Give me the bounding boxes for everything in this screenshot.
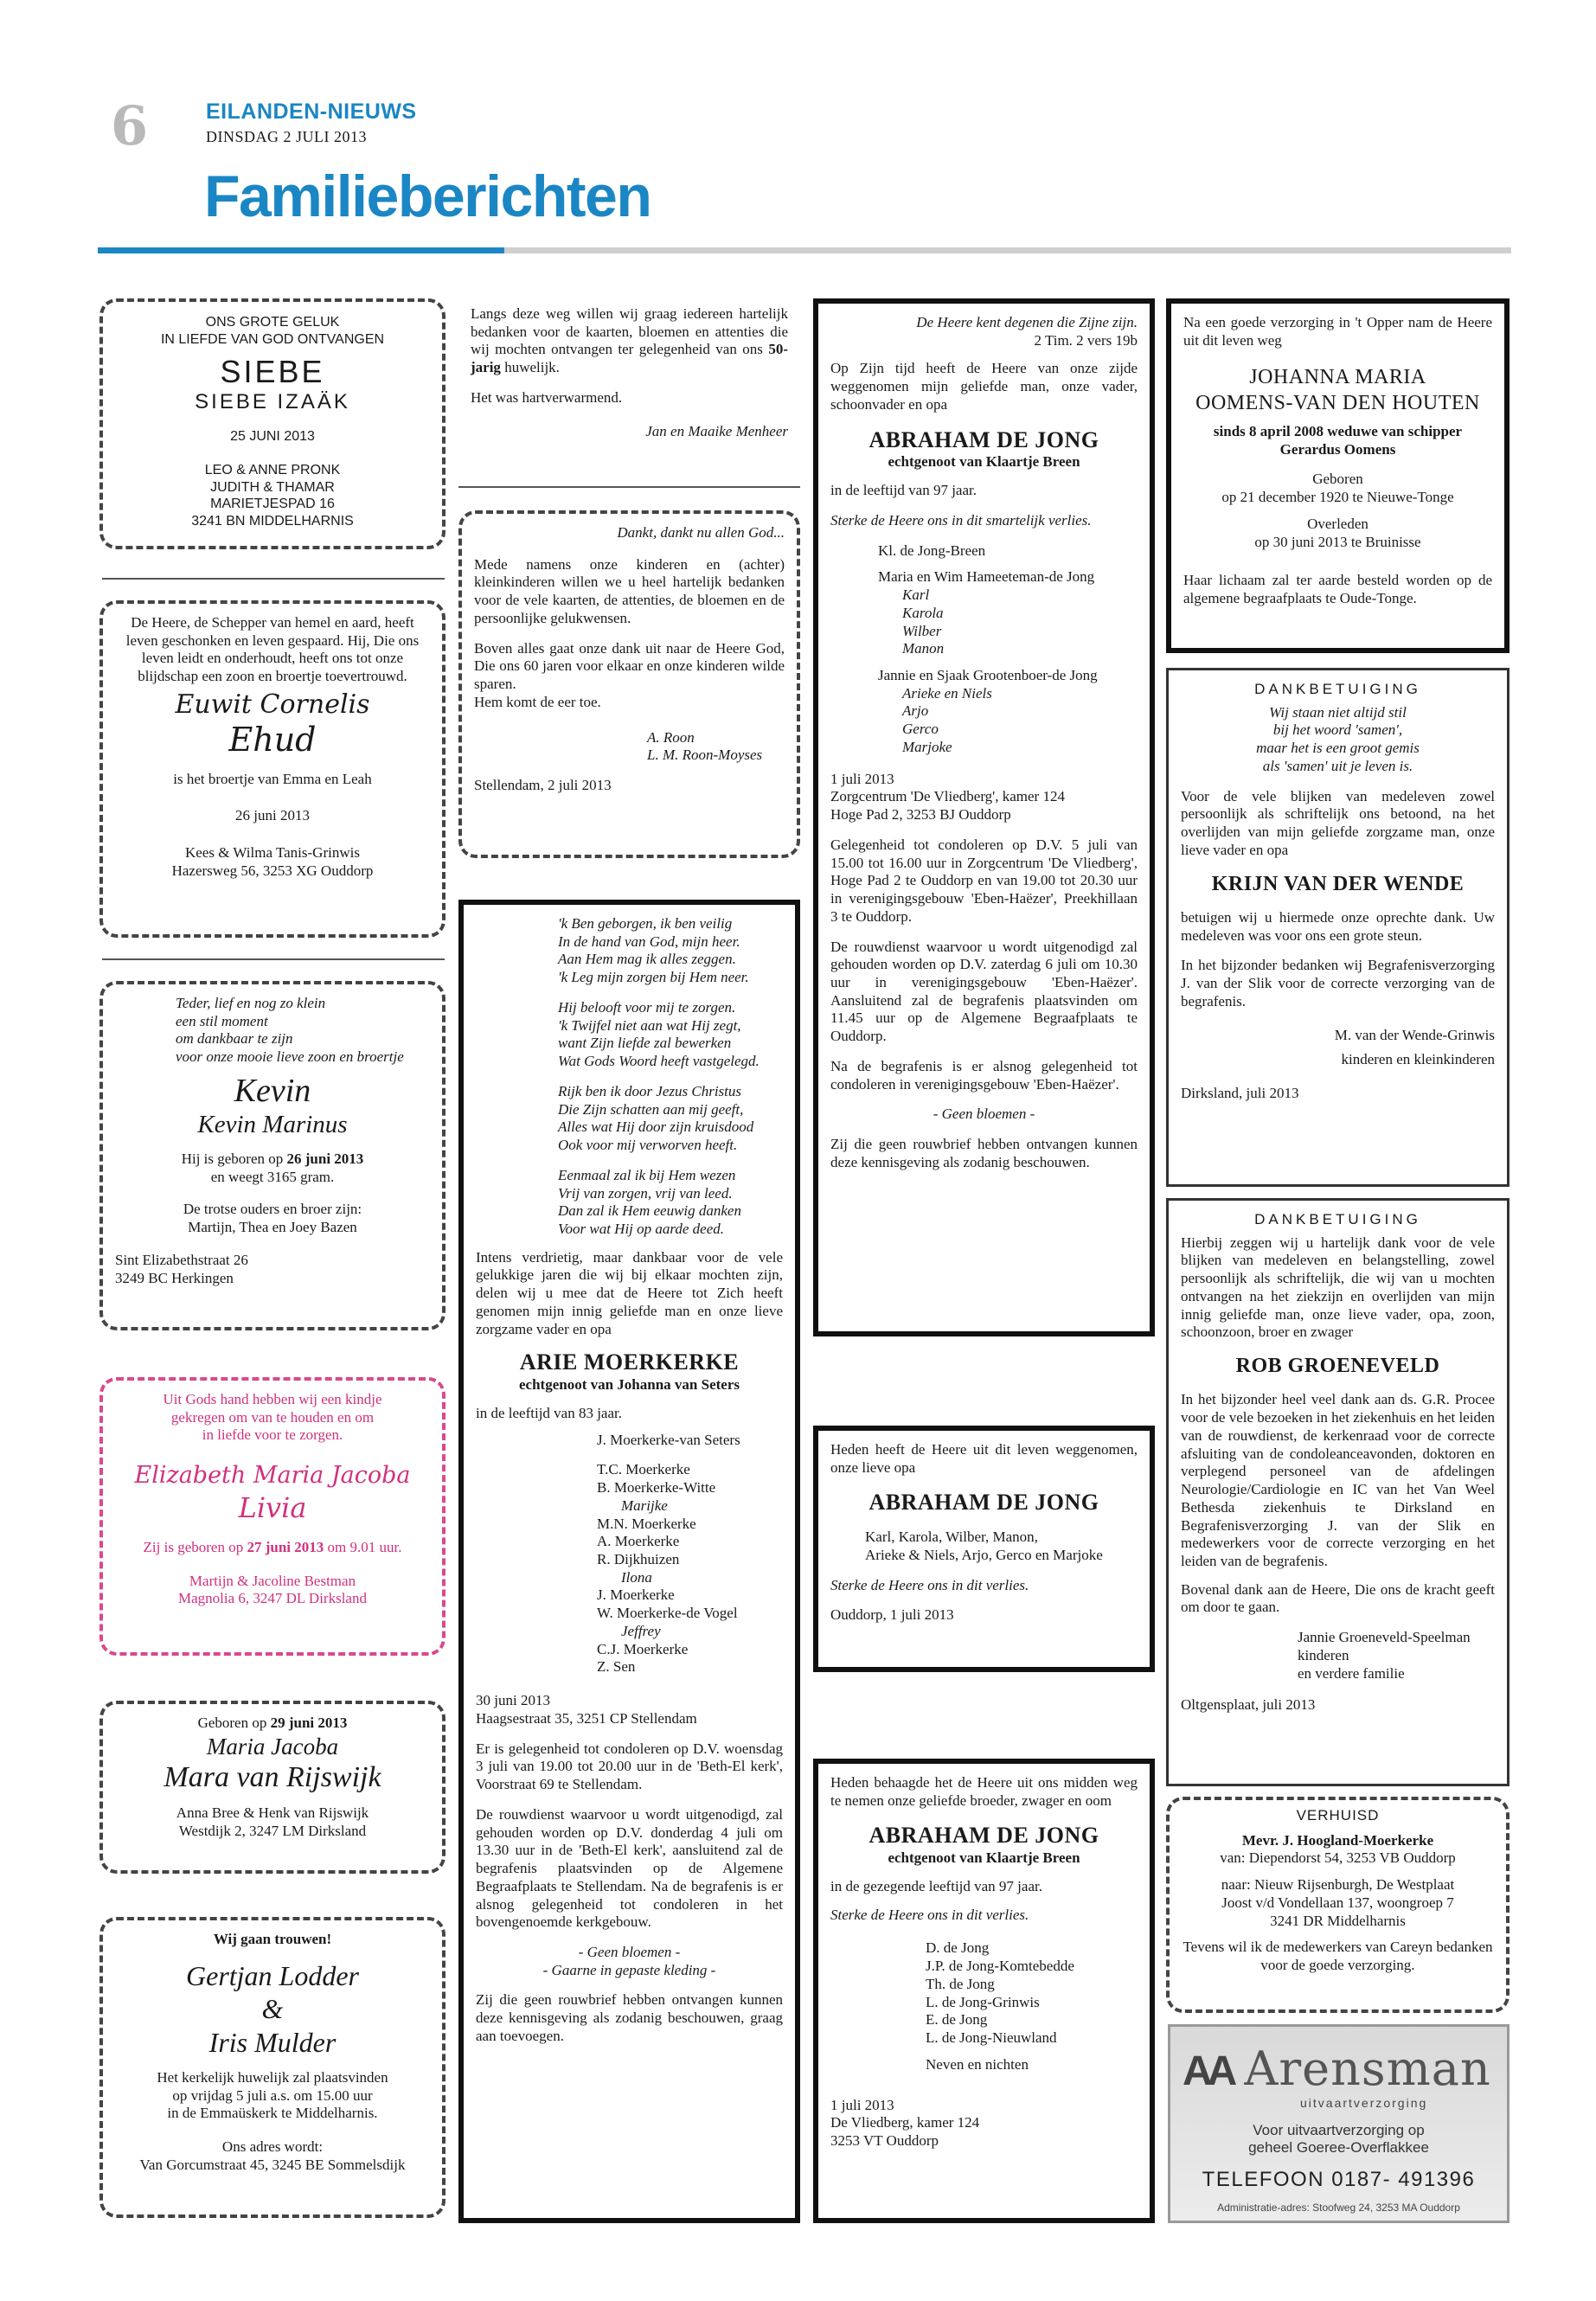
kevin-verse-line: een stil moment (176, 1012, 268, 1029)
krijn-verse-line: maar het is een groot gemis (1256, 740, 1420, 757)
arensman-text-line: Voor uitvaartverzorging op (1253, 2122, 1425, 2138)
johanna-intro: Na een goede verzorging in 't Opper nam de Heere uit dit leven weg (1183, 314, 1492, 349)
abraham1-sorrow: Sterke de Heere ons in dit smartelijk verlies. (830, 511, 1092, 529)
kevin-name: Kevin (234, 1072, 311, 1109)
poem-stanza-break (558, 1071, 783, 1083)
arensman-brand: Arensman (1244, 2041, 1491, 2096)
arie-spouse: echtgenoot van Johanna van Seters (518, 1376, 740, 1394)
arensman-tagline: uitvaartverzorging (1300, 2096, 1428, 2110)
kevin-born-label: Hij is geboren op (181, 1150, 287, 1168)
arie-poem-line: Aan Hem mag ik alles zeggen. (558, 951, 736, 968)
abraham1-grandchildren (878, 586, 1138, 658)
krijn-name: KRIJN VAN DER WENDE (1211, 872, 1465, 895)
roon-signature: A. Roon (647, 728, 695, 746)
divider (102, 578, 445, 580)
abraham2-intro: Heden heeft de Heere uit dit leven weggenomen, onze lieve opa (830, 1441, 1138, 1476)
abraham3-intro: Heden behaagde het de Heere uit ons midden weg te nemen onze geliefde broeder, zwager en oom (830, 1774, 1138, 1809)
arie-family-member: A. Moerkerke (597, 1533, 680, 1550)
krijn-heading: DANKBETUIGING (1254, 681, 1421, 697)
obituary-arie-moerkerke (458, 900, 800, 2223)
siebe-full-name: SIEBE IZAÄK (195, 389, 350, 413)
mara-given-names: Maria Jacoba (206, 1733, 339, 1759)
krijn-verse-line: als 'samen' uit je leven is. (1262, 757, 1413, 774)
ehud-intro: De Heere, de Schepper van hemel en aard, heeft leven geschonken en leven gespaard. Hij, Die ons leven leidt en onderhoudt, heeft ons tot onze blijdschap een zoon en broertje toevertrouwd. (125, 614, 420, 685)
johanna-died: op 30 juni 2013 te Bruinisse (1254, 533, 1421, 550)
abraham1-footer: Zij die geen rouwbrief hebben ontvangen kunnen deze kennisgeving als zodanig beschouwen. (830, 1136, 1138, 1170)
menheer-signature: Jan en Maaike Menheer (645, 422, 788, 439)
livia-born-date: 27 juni 2013 (247, 1538, 324, 1555)
arie-no-flowers: - Geen bloemen - (578, 1943, 681, 1960)
arie-grandchild: Marijke (621, 1497, 668, 1514)
arie-poem-line: Dan zal ik Hem eeuwig danken (558, 1202, 741, 1220)
ehud-address: Hazersweg 56, 3253 XG Ouddorp (171, 862, 374, 879)
abraham1-grandchild: Marjoke (902, 738, 952, 755)
johanna-name-first: JOHANNA MARIA (1249, 366, 1426, 389)
abraham1-family-member: Jannie en Sjaak Grootenboer-de Jong (878, 667, 1098, 683)
roon-place: Stellendam, 2 juli 2013 (474, 777, 612, 794)
rob-signature: kinderen (1298, 1646, 1349, 1663)
obituary-abraham-family (813, 1759, 1155, 2223)
abraham1-no-flowers: - Geen bloemen - (933, 1106, 1035, 1123)
johanna-widow: sinds 8 april 2008 weduwe van schipper (1213, 423, 1463, 439)
livia-born (115, 1539, 430, 1557)
kevin-full-name: Kevin Marinus (197, 1110, 348, 1138)
roon-signature: L. M. Roon-Moyses (647, 747, 763, 764)
arie-name: ARIE MOERKERKE (519, 1349, 740, 1375)
roon-paragraph: Hem komt de eer toe. (474, 693, 601, 710)
arie-poem-line: Alles wat Hij door zijn kruisdood (558, 1118, 754, 1136)
abraham3-sorrow: Sterke de Heere ons in dit verlies. (830, 1906, 1029, 1923)
wedding-groom: Gertjan Lodder (186, 1959, 359, 1991)
ehud-date: 26 juni 2013 (235, 807, 310, 824)
abraham1-family-member: Maria en Wim Hameeteman-de Jong (878, 568, 1095, 586)
kevin-born-date: 26 juni 2013 (286, 1150, 364, 1168)
thanks-rob (1166, 1198, 1509, 1786)
page-number: 6 (111, 94, 149, 157)
johanna-born: op 21 december 1920 te Nieuwe-Tonge (1221, 489, 1454, 506)
ehud-name: Ehud (228, 720, 317, 759)
abraham3-family-member: D. de Jong (926, 1939, 990, 1957)
abraham1-spouse: echtgenoot van Klaartje Breen (888, 453, 1080, 471)
abraham1-grandchild: Manon (902, 640, 945, 657)
abraham1-grandchild: Arieke en Niels (902, 684, 992, 702)
ehud-given-names: Euwit Cornelis (175, 689, 370, 720)
siebe-street: MARIETJESPAD 16 (210, 497, 335, 512)
arensman-logo (1183, 2041, 1491, 2098)
arie-poem-line: Voor wat Hij op aarde deed. (558, 1221, 725, 1238)
menheer-line: Het was hartverwarmend. (471, 388, 623, 406)
arie-poem-line: Eenmaal zal ik bij Hem wezen (558, 1166, 736, 1183)
arie-poem-line: want Zijn liefde zal bewerken (558, 1035, 732, 1052)
krijn-signature: M. van der Wende-Grinwis (1334, 1026, 1495, 1043)
obituary-abraham-de-jong (813, 298, 1155, 1336)
arie-family-member: M.N. Moerkerke (597, 1515, 696, 1532)
siebe-name: SIEBE (220, 354, 325, 390)
abraham1-address: Hoge Pad 2, 3253 BJ Ouddorp (830, 806, 1011, 824)
abraham1-service: De rouwdienst waarvoor u wordt uitgenodigd zal gehouden worden op D.V. zaterdag 6 juli om 10.30 uur in verenigingsgebouw 'Eben-Haëzer'. Aansluitend zal de begrafenis plaatsvinden om 11.45 uur op de Algemene Begraafplaats te Ouddorp. (830, 938, 1138, 1045)
kevin-parents: Martijn, Thea en Joey Bazen (188, 1218, 357, 1235)
krijn-paragraph: betuigen wij u hiermede onze oprechte dank. Uw medeleven was voor ons een grote steun. (1181, 908, 1495, 944)
arie-poem-line: Wat Gods Woord heeft vastgelegd. (558, 1053, 760, 1070)
kevin-city: 3249 BC Herkingen (115, 1270, 234, 1287)
menheer-text (471, 305, 788, 377)
obituary-abraham-grandchildren (813, 1426, 1155, 1672)
arie-grandchild: Ilona (621, 1568, 652, 1586)
arie-grandchild: Jeffrey (621, 1622, 661, 1639)
siebe-line1: ONS GROTE GELUK (205, 315, 340, 330)
title-rule (504, 247, 1511, 253)
abraham3-family-member: L. de Jong-Grinwis (926, 1993, 1040, 2010)
thanks-krijn (1166, 668, 1509, 1187)
rob-place: Oltgensplaat, juli 2013 (1181, 1696, 1316, 1714)
krijn-verse (1181, 704, 1495, 776)
arensman-phone: TELEFOON 0187- 491396 (1202, 2168, 1476, 2191)
arie-footer: Zij die geen rouwbrief hebben ontvangen kunnen deze kennisgeving als zodanig beschouwen, graag aan toevoegen. (476, 1991, 783, 2044)
livia-verse-3: in liefde voor te zorgen. (202, 1426, 343, 1444)
arie-intro: Intens verdrietig, maar dankbaar voor de vele gelukkige jaren die wij bij elkaar mochten zijn, delen wij u mee dat de Heere tot Zich heeft genomen mijn innig geliefde man en onze lieve zorgzame vader en opa (476, 1248, 783, 1337)
abraham1-after: Na de begrafenis is er alsnog gelegenheid tot condoleren in verenigingsgebouw 'Eben-Haëzer'. (830, 1057, 1138, 1093)
arie-family-member: Z. Sen (597, 1658, 636, 1676)
rob-signature: en verdere familie (1298, 1664, 1405, 1682)
mara-born (115, 1715, 430, 1733)
krijn-paragraph: Voor de vele blijken van medeleven zowel persoonlijk als schriftelijk ons betoond, na het overlijden van mijn geliefde zorgzame man, onze lieve vader en opa (1181, 787, 1495, 858)
abraham3-family-member: Th. de Jong (926, 1975, 995, 1992)
roon-motto: Dankt, dankt nu allen God... (617, 524, 785, 541)
abraham3-date: 1 juli 2013 (830, 2096, 894, 2113)
krijn-verse-line: bij het woord 'samen', (1272, 721, 1403, 739)
abraham3-family-member: E. de Jong (926, 2011, 988, 2029)
abraham1-grandchildren (878, 685, 1138, 757)
kevin-verse (115, 995, 430, 1067)
abraham1-grandchild: Karola (902, 604, 944, 621)
wedding-announcement (99, 1917, 445, 2218)
menheer-text-part: Langs deze weg willen wij graag iedereen hartelijk bedanken voor de kaarten, bloemen en attenties die wij mochten ontvangen ter gelegenheid van ons (471, 305, 788, 358)
arie-condolence: Er is gelegenheid tot condoleren op D.V. woensdag 3 juli van 19.00 tot 20.00 uur in de 'Beth-El kerk', Voorstraat 69 te Stellendam. (476, 1740, 783, 1793)
krijn-signature: kinderen en kleinkinderen (1341, 1051, 1495, 1068)
roon-paragraph: Mede namens onze kinderen en (achter) kleinkinderen willen we u heel hartelijk bedanken voor de vele kaarten, de attenties, de bloemen en de persoonlijke gelukwensen. (474, 555, 785, 626)
siebe-line2: IN LIEFDE VAN GOD ONTVANGEN (160, 331, 385, 347)
issue-date: DINSDAG 2 JULI 2013 (206, 128, 367, 145)
mara-parents: Anna Bree & Henk van Rijswijk (176, 1804, 369, 1821)
moved-to: Joost v/d Vondellaan 137, woongroep 7 (1221, 1894, 1454, 1911)
arie-poem-line: Vrij van zorgen, vrij van leed. (558, 1184, 733, 1202)
arie-family-member: B. Moerkerke-Witte (597, 1479, 716, 1497)
kevin-verse-line: Teder, lief en nog zo klein (176, 995, 326, 1011)
abraham2-place: Ouddorp, 1 juli 2013 (830, 1606, 954, 1624)
arie-family (476, 1432, 783, 1677)
birth-siebe (99, 298, 445, 549)
livia-given-names: Elizabeth Maria Jacoba (134, 1462, 411, 1490)
wedding-address: Van Gorcumstraat 45, 3245 BE Sommelsdijk (139, 2156, 406, 2173)
livia-verse-1: Uit Gods hand hebben wij een kindje (163, 1391, 382, 1407)
abraham1-date: 1 juli 2013 (830, 770, 894, 787)
arensman-admin-address: Administratie-adres: Stoofweg 24, 3253 MA Ouddorp (1217, 2202, 1460, 2214)
rob-heading: DANKBETUIGING (1254, 1211, 1421, 1227)
abraham3-spouse: echtgenoot van Klaartje Breen (888, 1849, 1080, 1867)
arie-poem (476, 915, 783, 1239)
krijn-place: Dirksland, juli 2013 (1181, 1085, 1299, 1102)
arie-poem-line: Ook voor mij verworven heeft. (558, 1137, 738, 1154)
wedding-heading: Wij gaan trouwen! (213, 1931, 332, 1947)
moved-name: Mevr. J. Hoogland-Moerkerke (1241, 1831, 1434, 1849)
birth-kevin (99, 981, 445, 1330)
livia-born-label: Zij is geboren op (143, 1538, 247, 1555)
siebe-date: 25 JUNI 2013 (230, 428, 315, 444)
mara-name: Mara van Rijswijk (163, 1761, 381, 1794)
poem-stanza-break (558, 1155, 783, 1167)
wedding-line: Het kerkelijk huwelijk zal plaatsvinden (157, 2068, 388, 2086)
birth-livia (99, 1377, 445, 1656)
abraham2-sorrow: Sterke de Heere ons in dit verlies. (830, 1576, 1029, 1593)
abraham1-intro: Op Zijn tijd heeft de Heere van onze zijde weggenomen mijn geliefde man, onze vader, schoonvader en opa (830, 360, 1138, 413)
abraham1-address: Zorgcentrum 'De Vliedberg', kamer 124 (830, 788, 1065, 805)
rob-paragraph: Bovenal dank aan de Heere, Die ons de kracht geeft om door te gaan. (1181, 1580, 1495, 1616)
kevin-verse-line: om dankbaar te zijn (176, 1030, 293, 1048)
abraham3-address: 3253 VT Ouddorp (830, 2132, 939, 2149)
arie-address: Haagsestraat 35, 3251 CP Stellendam (476, 1709, 697, 1727)
newspaper-logo: EILANDEN-NIEUWS (206, 99, 417, 124)
section-title: Familieberichten (204, 163, 651, 229)
ehud-parents: Kees & Wilma Tanis-Grinwis (185, 844, 360, 861)
arie-poem-line: In de hand van God, mijn heer. (558, 933, 740, 950)
livia-name: Livia (238, 1491, 307, 1525)
abraham1-verse-ref: 2 Tim. 2 vers 19b (1034, 331, 1138, 349)
arie-dress-code: - Gaarne in gepaste kleding - (542, 1961, 716, 1978)
arie-poem-line: Hij belooft voor mij te zorgen. (558, 998, 736, 1016)
arie-poem-line: 'k Leg mijn zorgen bij Hem neer. (558, 969, 749, 986)
thanks-menheer (458, 298, 800, 463)
moved-to: naar: Nieuw Rijsenburgh, De Westplaat (1221, 1876, 1455, 1894)
wedding-address-label: Ons adres wordt: (221, 2138, 324, 2156)
arie-age: in de leeftijd van 83 jaar. (476, 1404, 622, 1421)
abraham2-name: ABRAHAM DE JONG (869, 1490, 1099, 1516)
abraham3-family (830, 1939, 1138, 2073)
arensman-logo-icon: AA (1183, 2048, 1233, 2094)
abraham3-age: in de gezegende leeftijd van 97 jaar. (830, 1877, 1042, 1894)
moved-from: van: Diependorst 54, 3253 VB Ouddorp (1220, 1849, 1456, 1867)
abraham2-family: Karl, Karola, Wilber, Manon, (865, 1529, 1038, 1546)
rob-signatures (1181, 1629, 1495, 1682)
rob-signature: Jannie Groeneveld-Speelman (1298, 1629, 1471, 1646)
wedding-line: op vrijdag 5 juli a.s. om 15.00 uur (172, 2086, 373, 2104)
johanna-husband: Gerardus Oomens (1279, 440, 1396, 458)
abraham1-family (830, 542, 1138, 757)
kevin-street: Sint Elizabethstraat 26 (115, 1252, 248, 1269)
kevin-parents-label: De trotse ouders en broer zijn: (183, 1200, 362, 1217)
birth-ehud (99, 600, 445, 938)
poem-stanza-break (558, 987, 783, 999)
arie-family-member: C.J. Moerkerke (597, 1640, 689, 1657)
wedding-bride: Iris Mulder (208, 2026, 337, 2058)
moved-to: 3241 DR Middelharnis (1270, 1912, 1406, 1929)
kevin-born (115, 1150, 430, 1169)
rob-paragraph: Hierbij zeggen wij u hartelijk dank voor de vele blijken van medeleven en belangstelling, zowel persoonlijk als schriftelijk, die wij van u mochten ontvangen na het ziekzijn en overlijden van mijn innig geliefde man, onze lieve vader, opa, zoon, schoonzoon, broer en zwager (1181, 1234, 1495, 1341)
arie-family-member: J. Moerkerke-van Seters (597, 1431, 740, 1448)
arensman-text-line: geheel Goeree-Overflakkee (1248, 2139, 1429, 2157)
arensman-text (1170, 2122, 1507, 2157)
title-rule-accent (98, 247, 504, 253)
moved-thanks: Tevens wil ik de medewerkers van Careyn bedanken voor de goede verzorging. (1183, 1939, 1493, 1974)
siebe-parents: LEO & ANNE PRONK (204, 463, 341, 478)
birth-mara (99, 1701, 445, 1874)
divider (458, 486, 800, 488)
abraham1-family-member: Kl. de Jong-Breen (878, 542, 986, 559)
obituary-johanna (1166, 298, 1509, 653)
abraham1-grandchild: Gerco (902, 721, 939, 738)
arie-service: De rouwdienst waarvoor u wordt uitgenodigd, zal gehouden worden op D.V. donderdag 4 juli om 13.30 uur in de 'Beth-El kerk', aansluitend zal de begrafenis plaatsvinden op de Algemene Begraafplaats te Stellendam. Na de begrafenis is er alsnog gelegenheid tot condoleren in het bovengenoemde kerkgebouw. (476, 1805, 783, 1931)
arie-poem-line: 'k Twijfel niet aan wat Hij zegt, (558, 1016, 741, 1034)
wedding-line: in de Emmaüskerk te Middelharnis. (167, 2105, 378, 2122)
livia-parents: Martijn & Jacoline Bestman (189, 1572, 356, 1589)
abraham1-verse: De Heere kent degenen die Zijne zijn. (916, 314, 1138, 330)
abraham3-family-member: L. de Jong-Nieuwland (926, 2029, 1057, 2047)
arensman-advertisement (1168, 2024, 1509, 2223)
arie-poem-line: Die Zijn schatten aan mij geeft, (558, 1100, 744, 1118)
rob-paragraph: In het bijzonder heel veel dank aan ds. G.R. Procee voor de vele bezoeken in het ziekenhuis en het leiden van de rouwdienst, de kerkenraad voor de correcte afsluiting van de condoleanceavonden, doktoren en verplegend personeel van de afdelingen Neurologie/Cardiologie en IC van het Van Weel Bethesda ziekenhuis te Dirksland en Begrafenisverzorging J. van der Slik en medewerkers voor de correcte verzorging en het leiden van de begrafenis. (1181, 1391, 1495, 1570)
arie-family-member: R. Dijkhuizen (597, 1551, 680, 1568)
moved-heading: VERHUISD (1296, 1807, 1380, 1823)
arie-family-member: W. Moerkerke-de Vogel (597, 1605, 738, 1622)
kevin-weight: en weegt 3165 gram. (210, 1169, 335, 1186)
moved-notice (1166, 1797, 1509, 2013)
livia-born-time: om 9.01 uur. (324, 1538, 402, 1555)
abraham3-name: ABRAHAM DE JONG (869, 1823, 1099, 1849)
thanks-roon (458, 510, 800, 858)
roon-paragraph: Boven alles gaat onze dank uit naar de Heere God, Die ons 60 jaren voor elkaar en onze kinderen wilde sparen. (474, 639, 785, 693)
abraham1-grandchild: Karl (902, 586, 930, 604)
divider (102, 958, 445, 960)
mara-born-label: Geboren op (197, 1715, 271, 1731)
abraham1-age: in de leeftijd van 97 jaar. (830, 482, 977, 499)
ehud-sisters: is het broertje van Emma en Leah (173, 770, 372, 787)
krijn-verse-line: Wij staan niet altijd stil (1269, 703, 1407, 721)
johanna-born-label: Geboren (1312, 471, 1363, 488)
abraham1-grandchild: Arjo (902, 702, 929, 720)
livia-verse-2: gekregen om van te houden en om (170, 1408, 375, 1426)
johanna-burial: Haar lichaam zal ter aarde besteld worden op de algemene begraafplaats te Oude-Tonge. (1183, 572, 1492, 607)
abraham2-family: Arieke & Niels, Arjo, Gerco en Marjoke (865, 1546, 1103, 1563)
menheer-anniversary: 50-jarig (471, 341, 788, 376)
arie-date: 30 juni 2013 (476, 1692, 550, 1709)
arie-family-member: J. Moerkerke (597, 1586, 675, 1604)
mara-born-date: 29 juni 2013 (270, 1715, 348, 1731)
rob-name: ROB GROENEVELD (1235, 1355, 1440, 1378)
menheer-text-part: huwelijk. (500, 359, 560, 376)
johanna-name-last: OOMENS-VAN DEN HOUTEN (1195, 391, 1480, 414)
abraham3-family-member: J.P. de Jong-Komtebedde (926, 1958, 1074, 1975)
abraham3-address: De Vliedberg, kamer 124 (830, 2114, 980, 2131)
kevin-verse-line: voor onze mooie lieve zoon en broertje (176, 1048, 404, 1066)
wedding-ampersand: & (261, 1993, 284, 2025)
abraham1-grandchild: Wilber (902, 622, 942, 639)
siebe-city: 3241 BN MIDDELHARNIS (191, 513, 354, 529)
abraham1-name: ABRAHAM DE JONG (869, 426, 1099, 452)
abraham3-nephews: Neven en nichten (926, 2055, 1029, 2073)
mara-address: Westdijk 2, 3247 LM Dirksland (178, 1822, 367, 1839)
arie-poem-line: 'k Ben geborgen, ik ben veilig (558, 915, 733, 932)
arie-family-member: T.C. Moerkerke (597, 1461, 690, 1478)
arie-poem-line: Rijk ben ik door Jezus Christus (558, 1082, 742, 1099)
johanna-died-label: Overleden (1307, 515, 1368, 532)
siebe-sisters: JUDITH & THAMAR (210, 479, 335, 495)
krijn-paragraph: In het bijzonder bedanken wij Begrafenisverzorging J. van der Slik voor de correcte verzorging van de begrafenis. (1181, 957, 1495, 1009)
abraham1-condolence: Gelegenheid tot condoleren op D.V. 5 juli van 15.00 tot 16.00 uur in Zorgcentrum 'De Vliedberg', Hoge Pad 2 te Ouddorp en van 19.00 tot 20.30 uur in verenigingsgebouw 'Eben-Haëzer', Preekhillaan 3 te Ouddorp. (830, 836, 1138, 925)
livia-address: Magnolia 6, 3247 DL Dirksland (178, 1590, 367, 1607)
